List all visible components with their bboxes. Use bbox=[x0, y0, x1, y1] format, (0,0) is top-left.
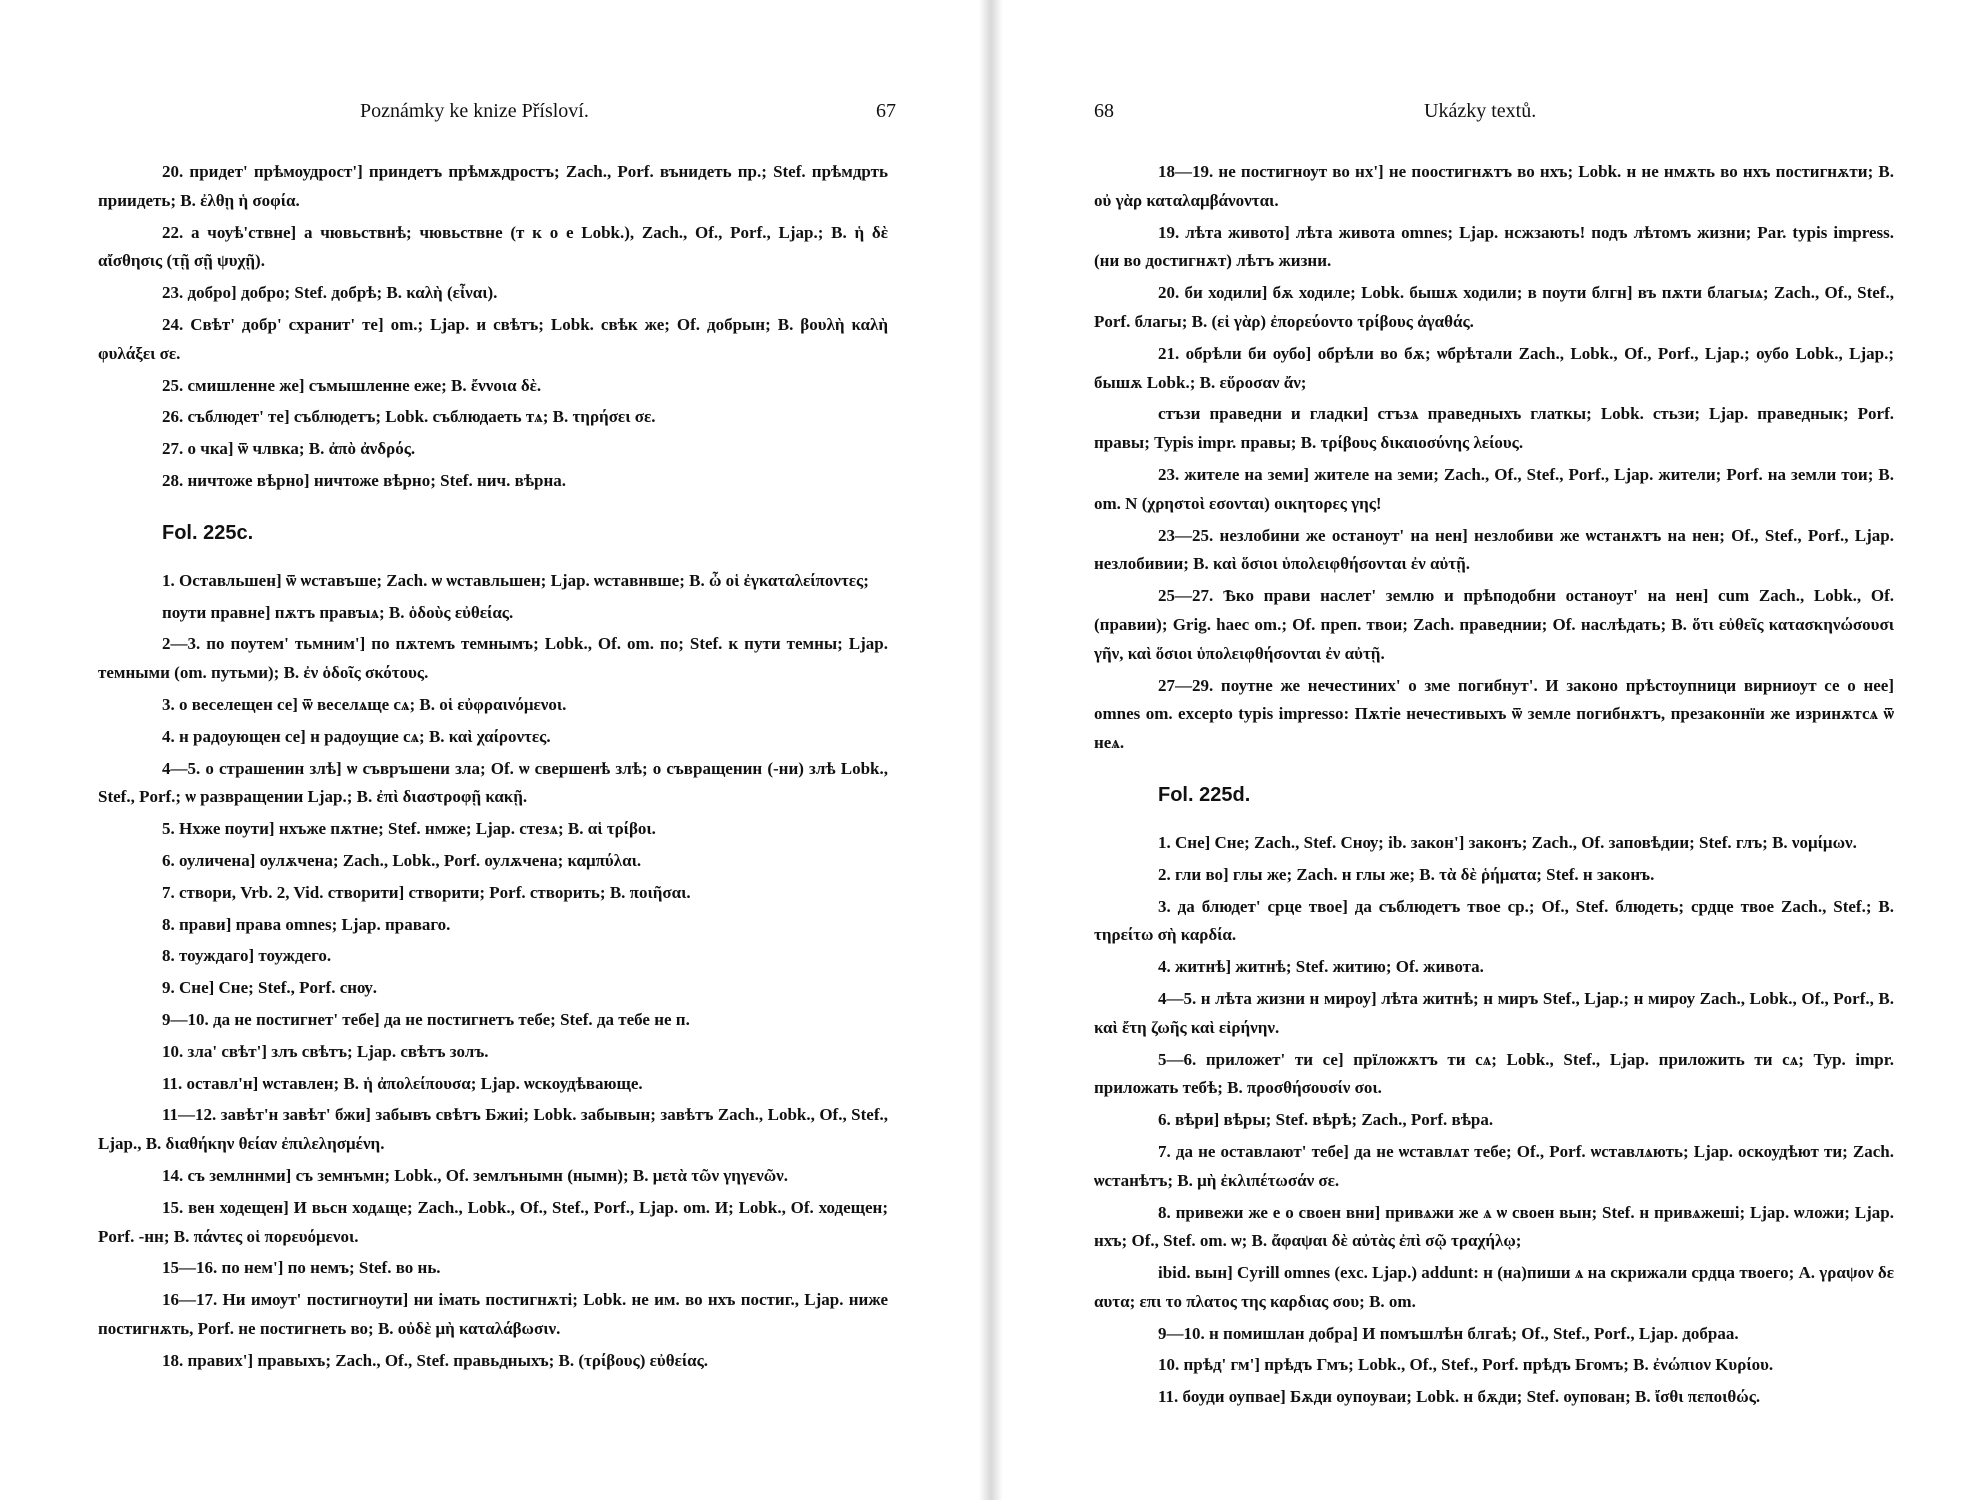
note-entry: 9—10. н помишлан добра] И помъшлѣн блгаѣ; Of., Stef., Porf., Ljap. добраа. bbox=[1158, 1323, 1739, 1343]
note-entry: 8. тоуждаго] тоуждего. bbox=[162, 946, 332, 966]
note-entry: 10. прѣд' гм'] прѣдъ Гмъ; Lobk., Of., Stef., Porf. прѣдъ Бгомъ; B. ἐνώπιον Κυρίου. bbox=[1158, 1355, 1774, 1375]
note-entry: 2. гли во] глы же; Zach. н глы же; B. τὰ δὲ ῥήματα; Stef. н законъ. bbox=[1158, 864, 1655, 884]
note-entry: 1. Сне] Сне; Zach., Stef. Снѹ; ib. закон'] законъ; Zach., Of. заповѣдии; Stef. глъ; B. νομίμων. bbox=[1158, 832, 1857, 852]
note-entry: 27—29. поутне же нечестиних' о зме погибнут'. И законо прѣстоупници вирниоут се о нее] omnes om. excepto typis impresso: Пѫтіе нечестивыхъ ѿ земле погибнѫтъ, презаконнїи же изринѫтсѧ ѿ неѧ. bbox=[1094, 675, 1894, 753]
note-entry: 23—25. незлобини же останоут' на нен] незлобиви же ѡстанѫтъ на нен; Of., Stef., Porf., Ljap. незлобивии; B. καὶ ὅσιοι ὑπολειφθήσονται ἐν αὐτῇ. bbox=[1094, 525, 1894, 574]
note-entry: 5. Нхже поути] нхъже пѫтне; Stef. нмже; Ljap. стезѧ; B. αἱ τρίβοι. bbox=[162, 819, 656, 839]
note-entry: 1. Оставльшен] ѿ ѡставъше; Zach. ѡ ѡставльшен; Ljap. ѡставнвше; B. ὦ οἱ ἐγκαταλείποντες; bbox=[162, 570, 869, 590]
note-entry: 15. вен ходещен] И вьсн ходѧще; Zach., Lobk., Of., Stef., Porf., Ljap. om. И; Lobk., Of. ходещен; Porf. -нн; B. πάντες οἱ πορευόμενοι. bbox=[98, 1197, 888, 1246]
note-entry: 27. о чка] ѿ члвка; B. ἀπὸ ἀνδρός. bbox=[162, 439, 416, 459]
note-entry: 20. придет' прѣмоудрост'] приндетъ прѣмѫдростъ; Zach., Porf. вънидеть пр.; Stef. прѣмдрть приидеть; B. ἐλθῃ ἡ σοφία. bbox=[98, 162, 888, 210]
note-entry: 11. оставл'н] ѡставлен; B. ἡ ἀπολείπουσα; Ljap. ѡскоудѣвающе. bbox=[162, 1073, 643, 1093]
right-column bbox=[1094, 158, 1894, 1415]
right-running-title: Ukázky textů. bbox=[1424, 100, 1537, 122]
note-entry: 25—27. Ѣко прави наслет' землю и прѣподобни останоут' на нен] cum Zach., Lobk., Of. (правии); Grig. haec om.; Of. преп. твои; Zach. праведнии; Of. наслѣдать; B. ὅτι εὐθεῖς κατασκηνώσουσι γῆν, καὶ ὅσιοι ὑπολειφθήσονται ἐν αὐτῇ. bbox=[1094, 586, 1894, 663]
note-entry: 23. жителе на земи] жителе на земи; Zach., Of., Stef., Porf., Ljap. жители; Porf. на земли тои; B. om. N (χρηστοὶ εσονται) οικητορες γης! bbox=[1094, 464, 1894, 513]
left-column bbox=[98, 158, 888, 1378]
note-entry: 15—16. по нем'] по немъ; Stef. во нь. bbox=[162, 1258, 441, 1278]
note-entry: 16—17. Ни имоут' постигноути] ни імать постигнѫті; Lobk. не им. во нхъ постиг., Ljap. ниже постигнѫть, Porf. не постигнеть во; B. οὐδὲ μὴ καταλάβωσιν. bbox=[98, 1290, 888, 1338]
note-entry: стъзи праведни и гладки] стъзѧ праведныхъ глаткы; Lobk. стьзи; Ljap. праведнык; Porf. правы; Typis impr. правы; B. τρίβους δικαιοσύνης λείους. bbox=[1094, 404, 1894, 453]
section-heading: Fol. 225c. bbox=[162, 521, 254, 544]
left-page-number: 67 bbox=[876, 100, 896, 122]
note-entry: 9. Сне] Сне; Stef., Porf. снѹ. bbox=[162, 978, 377, 998]
note-entry: 20. би ходили] бѫ ходиле; Lobk. бышѫ ходили; в поути блгн] въ пѫти благыѧ; Zach., Of., Stef., Porf. благы; B. (εἰ γὰρ) ἐπορεύοντο τρίβους ἀγαθάς. bbox=[1094, 283, 1894, 331]
note-entry: 4. н радоующен се] н радоущие сѧ; B. καὶ χαίροντες. bbox=[162, 726, 551, 746]
note-entry: 7. да не оставлают' тебе] да не ѡставлѧт тебе; Of., Porf. ѡставлѧють; Ljap. оскоудѣют ти; Zach. ѡстанѣтъ; B. μὴ ἐκλιπέτωσάν σε. bbox=[1094, 1141, 1894, 1190]
right-page bbox=[991, 0, 1982, 1500]
note-entry: 26. съблюдет' те] съблюдетъ; Lobk. съблюдаеть тѧ; B. τηρήσει σε. bbox=[162, 407, 656, 427]
note-entry: 3. да блюдет' срце твое] да съблюдетъ твое ср.; Of., Stef. блюдеть; срдце твое Zach., Stef.; B. τηρείτω σὴ καρδία. bbox=[1094, 896, 1894, 945]
note-entry: поути правне] пѫтъ правъıѧ; B. ὁδοὺς εὐθείας. bbox=[162, 602, 514, 622]
note-entry: 28. ничтоже вѣрно] ничтоже вѣрно; Stef. нич. вѣрна. bbox=[162, 470, 567, 490]
note-entry: 21. обрѣли би оубо] обрѣли во бѫ; ѡбрѣтали Zach., Lobk., Of., Porf., Ljap.; оубо Lobk., Ljap.; бышѫ Lobk.; B. εὕροσαν ἄν; bbox=[1094, 343, 1894, 392]
note-entry: 9—10. да не постигнет' тебе] да не постигнетъ тебе; Stef. да тебе не п. bbox=[162, 1009, 690, 1029]
note-entry: 25. смишленне же] съмышленне еже; B. ἔννοια δὲ. bbox=[162, 375, 542, 395]
note-entry: 2—3. по поутем' тьмним'] по пѫтемъ темнымъ; Lobk., Of. om. по; Stef. к пути темны; Ljap. темными (om. путьми); B. ἐν ὁδοῖς σκότους. bbox=[98, 634, 888, 683]
note-entry: 22. а чоуѣ'ствне] а чювьствнѣ; чювьствне (т к о е Lobk.), Zach., Of., Porf., Ljap.; B. ἡ δὲ αἴσθησις (τῇ σῇ ψυχῇ). bbox=[98, 222, 888, 271]
note-entry: 7. створи, Vrb. 2, Vid. створити] створити; Porf. створить; B. ποιῆσαι. bbox=[162, 882, 691, 902]
note-entry: 4—5. н лѣта жизни н мироу] лѣта житнѣ; н миръ Stef., Ljap.; н мироу Zach., Lobk., Of., Porf., B. καὶ ἔτη ζωῆς καὶ εἰρήνην. bbox=[1094, 988, 1894, 1037]
note-entry: 6. вѣри] вѣры; Stef. вѣрѣ; Zach., Porf. вѣра. bbox=[1158, 1110, 1494, 1130]
note-entry: 6. оуличена] оулѫчена; Zach., Lobk., Porf. оулѫчена; καμπύλαι. bbox=[162, 850, 642, 870]
note-entry: 18—19. не постигноут во нх'] не поостигнѫтъ во нхъ; Lobk. н не нмѫть во нхъ постигнѫти; B. οὐ γὰρ καταλαμβάνονται. bbox=[1094, 162, 1894, 210]
note-entry: 11. боуди оупвае] Бѫди оупоуваи; Lobk. н бѫди; Stef. оупован; B. ἴσθι πεποιθώς. bbox=[1158, 1387, 1761, 1407]
note-entry: ibid. вын] Cyrill omnes (exc. Ljap.) addunt: н (на)пиши ѧ на скрижали срдца твоего; A. γραψον δε αυτα; επι το πλατος της καρδιας σου; B. om. bbox=[1094, 1263, 1894, 1311]
note-entry: 8. привежи же е о своен вни] привѧжи же ѧ ѡ своен вын; Stef. н привѧжеші; Ljap. ѡложи; Ljap. нхъ; Of., Stef. om. ѡ; B. ἄφαψαι δὲ αὐτὰς ἐπὶ σῷ τραχήλῳ; bbox=[1094, 1202, 1894, 1251]
note-entry: 8. прави] права omnes; Ljap. праваго. bbox=[162, 914, 451, 934]
right-page-number: 68 bbox=[1094, 100, 1114, 122]
note-entry: 14. съ землннми] съ земнъмн; Lobk., Of. землънымн (нымн); B. μετὰ τῶν γηγενῶν. bbox=[162, 1165, 788, 1185]
note-entry: 4—5. о страшенин злѣ] ѡ съвръшени зла; Of. ѡ свершенѣ злѣ; о съвращенин (-ни) злѣ Lobk., Stef., Porf.; ѡ развращении Ljap.; B. ἐπὶ διαστροφῇ κακῇ. bbox=[98, 758, 888, 807]
note-entry: 11—12. завѣт'н завѣт' бжи] забывъ свѣтъ Бжиі; Lobk. забывын; завѣтъ Zach., Lobk., Of., Stef., Ljap., B. διαθήκην θείαν ἐπιλελησμένη. bbox=[98, 1105, 888, 1154]
note-entry: 19. лѣта живото] лѣта живота omnes; Ljap. нсжзають! подъ лѣтомъ жизни; Par. typis impress. (ни во достигнѫт) лѣтъ жизни. bbox=[1094, 222, 1894, 271]
note-entry: 5—6. приложет' ти се] прїложѫтъ ти сѧ; Lobk., Stef., Ljap. приложить ти сѧ; Typ. impr. приложать тебѣ; B. προσθήσουσίν σοι. bbox=[1094, 1049, 1894, 1098]
note-entry: 3. о веселещен се] ѿ веселѧще сѧ; B. οἱ εὐφραινόμενοι. bbox=[162, 694, 567, 714]
note-entry: 24. Свѣт' добр' схранит' те] om.; Ljap. и свѣтъ; Lobk. свѣк же; Of. добрын; B. βουλὴ καλὴ φυλάξει σε. bbox=[98, 314, 888, 363]
section-heading: Fol. 225d. bbox=[1158, 783, 1251, 806]
note-entry: 4. житнѣ] житнѣ; Stef. житию; Of. живота. bbox=[1158, 957, 1484, 977]
note-entry: 18. правих'] правыхъ; Zach., Of., Stef. правьдныхъ; B. (τρίβους) εὐθείας. bbox=[162, 1350, 709, 1370]
note-entry: 23. добро] добро; Stef. добрѣ; B. καλὴ (εἶναι). bbox=[162, 283, 498, 303]
left-running-title: Poznámky ke knize Přísloví. bbox=[360, 100, 589, 122]
note-entry: 10. зла' свѣт'] злъ свѣтъ; Ljap. свѣтъ золъ. bbox=[162, 1041, 489, 1061]
